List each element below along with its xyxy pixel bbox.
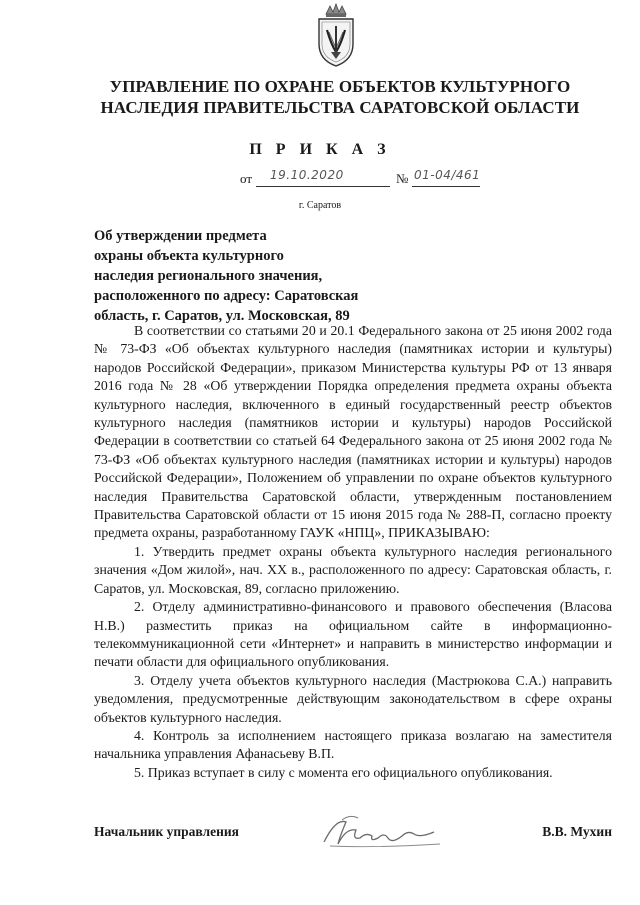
organization-line-1: УПРАВЛЕНИЕ ПО ОХРАНЕ ОБЪЕКТОВ КУЛЬТУРНОГО	[109, 77, 571, 96]
clause-3: 3. Отделу учета объектов культурного наследия (Мастрюкова С.А.) направить уведомления, предусмотренные действующим законодательством в сфере охраны объектов культурного наследия.	[94, 672, 612, 725]
signer-name: В.В. Мухин	[542, 824, 612, 839]
date-underline	[256, 186, 390, 187]
date-prefix: от	[240, 171, 253, 186]
clause-4: 4. Контроль за исполнением настоящего приказа возлагаю на заместителя начальника управления Афанасьеву В.П.	[94, 727, 612, 762]
number-underline	[412, 186, 480, 187]
order-body	[94, 322, 612, 782]
clause-2: 2. Отделу административно-финансового и правового обеспечения (Власова Н.В.) разместить приказ на официальном сайте в информационно-телекоммуникационной сети «Интернет» и направить в министерство информации и печати области для официального опубликования.	[94, 599, 612, 670]
organization-line-2: НАСЛЕДИЯ ПРАВИТЕЛЬСТВА САРАТОВСКОЙ ОБЛАСТИ	[100, 98, 580, 117]
subject-line: Об утверждении предмета	[94, 228, 267, 244]
order-title: П Р И К А З	[249, 141, 391, 158]
subject-line: область, г. Саратов, ул. Московская, 89	[94, 308, 350, 324]
saratov-region-coat-of-arms-icon	[314, 2, 358, 68]
signer-position: Начальник управления	[94, 824, 239, 839]
order-date-number-row	[240, 168, 490, 191]
order-subject	[94, 226, 394, 326]
date-handwritten: 19.10.2020	[270, 168, 344, 182]
subject-line: наследия регионального значения,	[94, 268, 323, 284]
number-prefix: №	[396, 171, 409, 186]
preamble-paragraph: В соответствии со статьями 20 и 20.1 Федерального закона от 25 июня 2002 года № 73-ФЗ «Об объектах культурного наследия (памятниках истории и культуры) народов Российской Федерации», приказом Министерства культуры РФ от 13 января 2016 года № 28 «Об утверждении Порядка определения предмета охраны объекта культурного наследия, включенного в единый государственный реестр объектов культурного наследия (памятников истории и культуры) народов Российской Федерации в соответствии со статьей 64 Федерального закона от 25 июня 2002 года № 73-ФЗ «Об объектах культурного наследия (памятниках истории и культуры) народов Российской Федерации», Положением об управлении по охране объектов культурного наследия Правительства Саратовской области, утвержденным постановлением Правительства Саратовской области от 15 июня 2015 года № 288-П, согласно проекту предмета охраны, разработанному ГАУК «НПЦ», ПРИКАЗЫВАЮ:	[94, 323, 612, 541]
handwritten-signature	[316, 808, 446, 854]
city: г. Саратов	[298, 200, 342, 211]
subject-line: расположенного по адресу: Саратовская	[94, 288, 359, 304]
clause-1: 1. Утвердить предмет охраны объекта культурного наследия регионального значения «Дом жилой», нач. XX в., расположенного по адресу: Саратовская область, г. Саратов, ул. Московская, 89, согласно приложению.	[94, 543, 612, 596]
clause-5: 5. Приказ вступает в силу с момента его официального опубликования.	[134, 764, 553, 780]
organization-name	[90, 76, 590, 118]
number-handwritten: 01-04/461	[414, 168, 481, 182]
subject-line: охраны объекта культурного	[94, 248, 284, 264]
